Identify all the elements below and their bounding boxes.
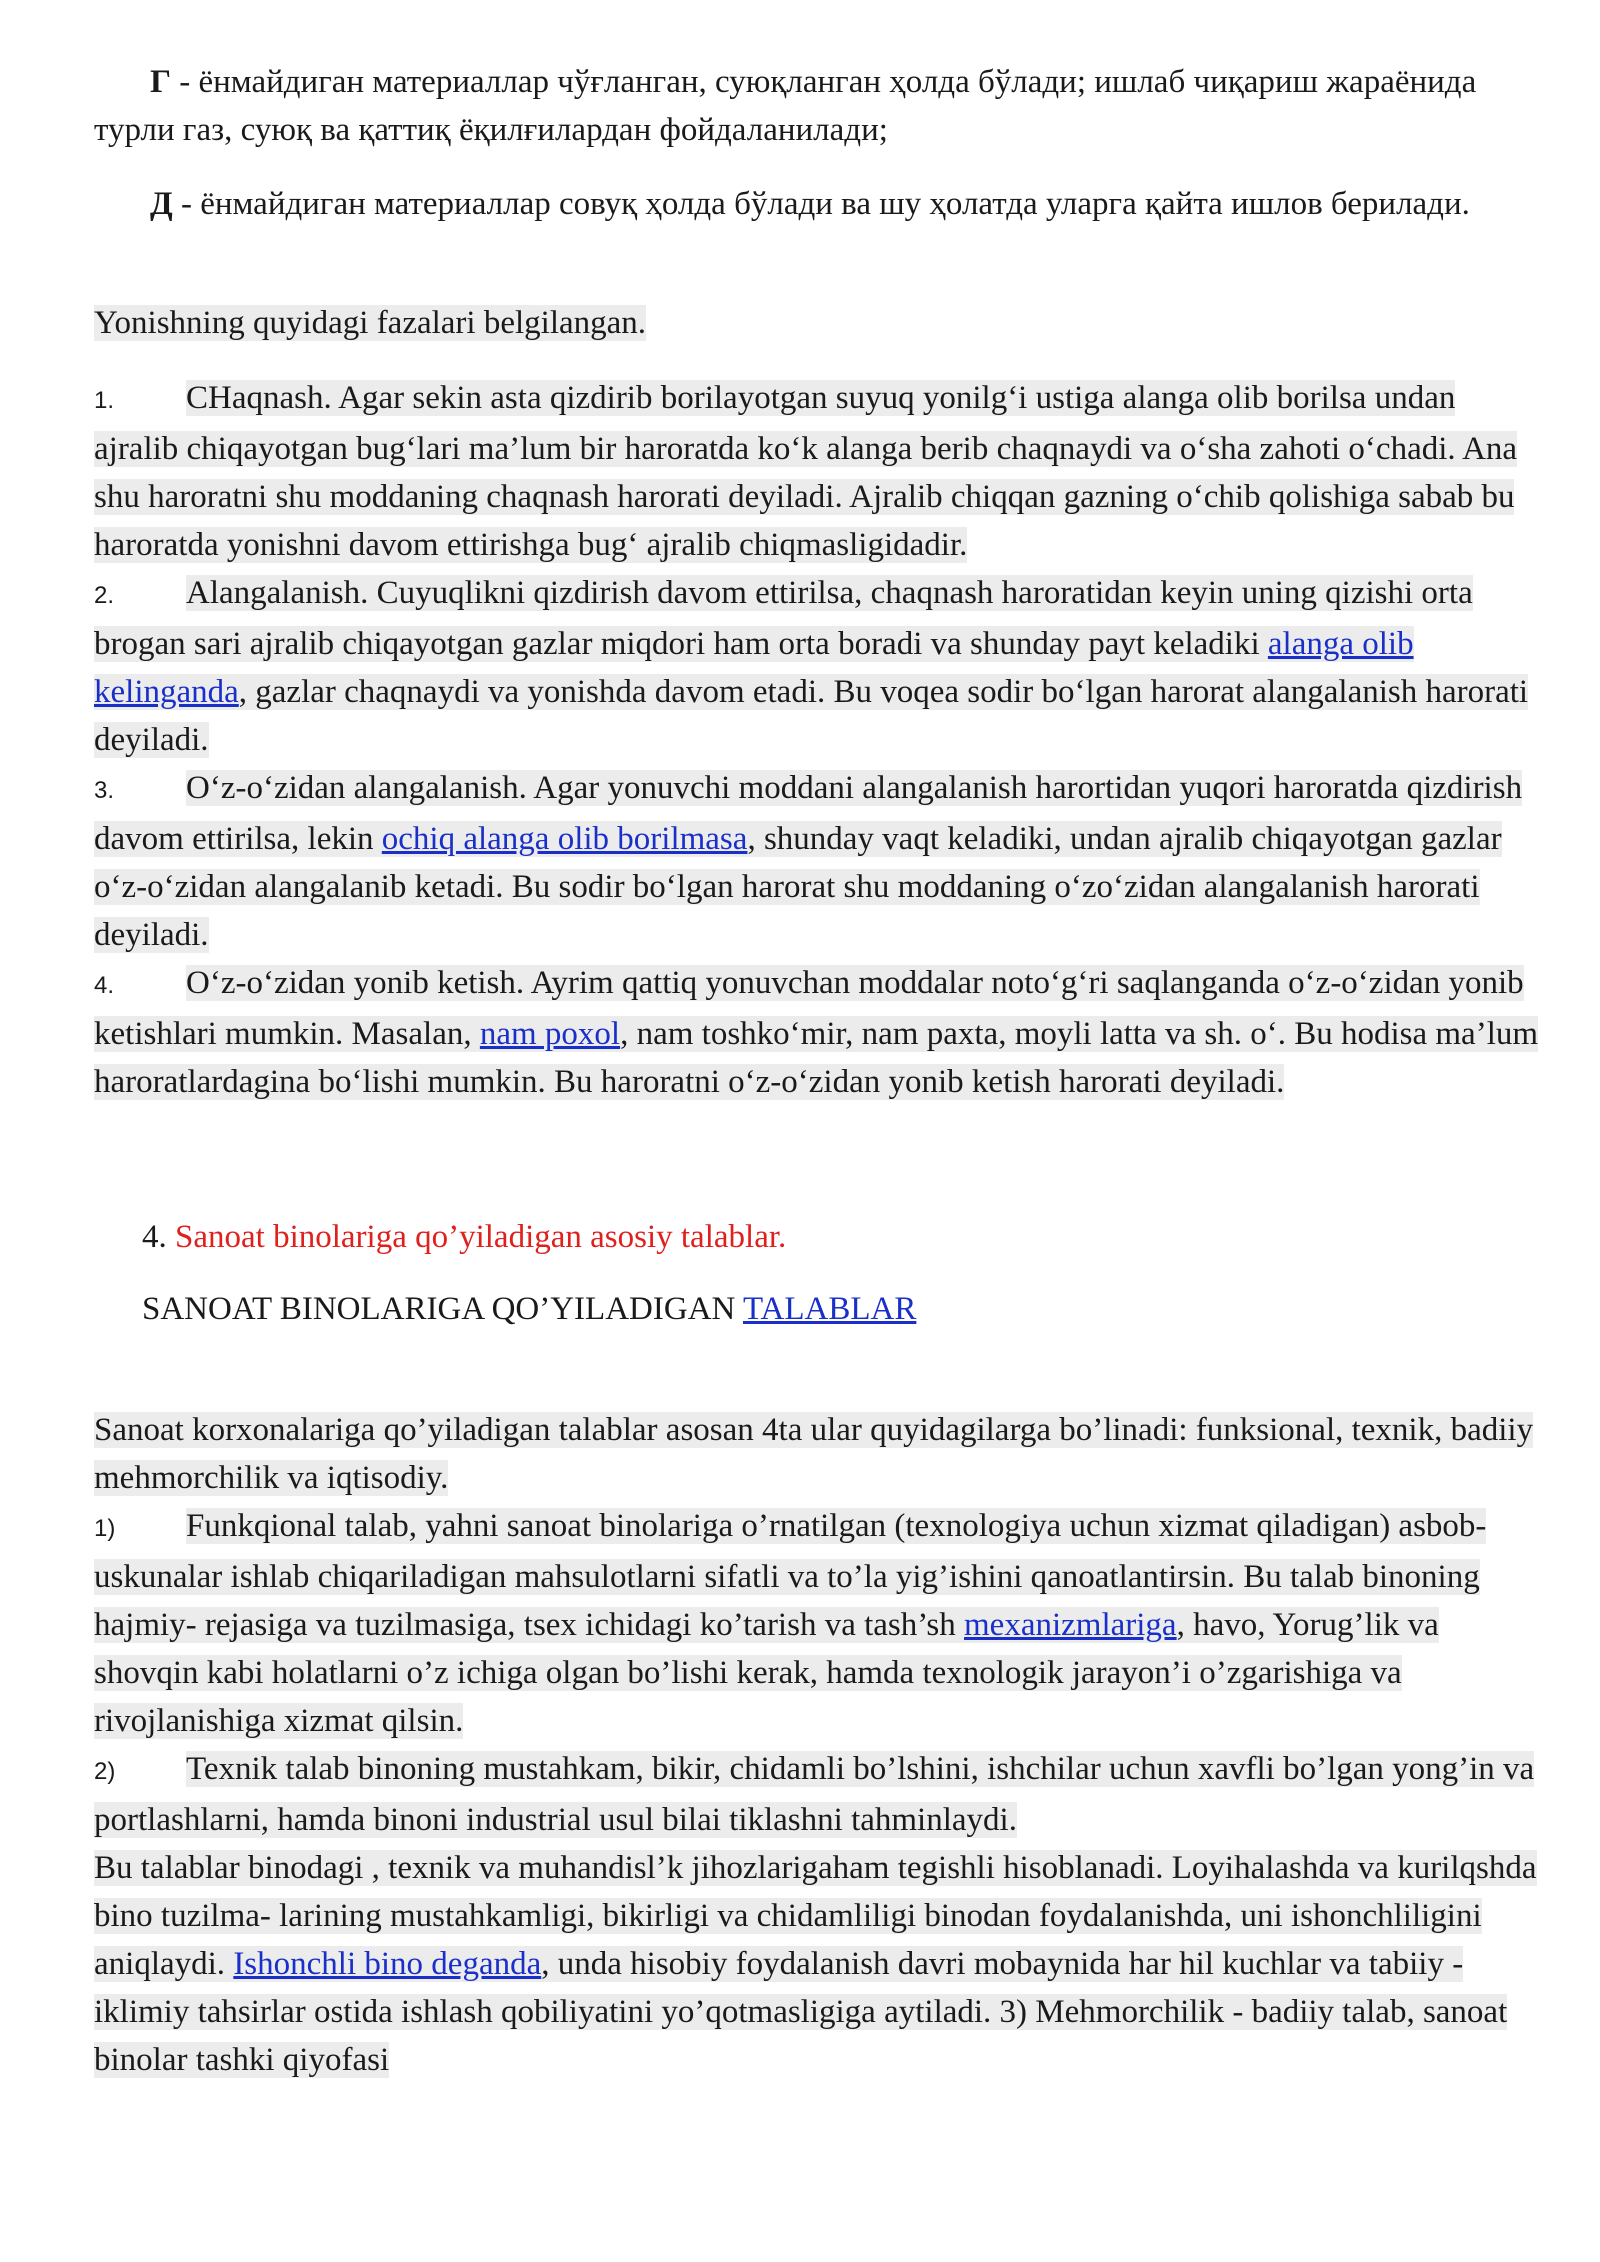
list-number: 1) [94, 1515, 116, 1542]
paragraph-d: Д - ёнмайдиган материаллар совуқ ҳолда бўлади ва шу ҳолатда уларга қайта ишлов берилади. [150, 186, 1470, 222]
phases-intro: Yonishning quyidagi fazalari belgilangan. [94, 305, 647, 341]
list-item: 2) Texnik talab binoning mustahkam, bikir, chidamli bo’lshini, ishchilar uchun xavfli bo’lgan yong’in va portlashlarni, hamda binoni industrial usul bilai tiklashni tahminlaydi. [94, 1745, 1544, 1844]
list-item: 1. CHaqnash. Agar sekin asta qizdirib borilayotgan suyuq yonilg‘i ustiga alanga olib borilsa undan ajralib chiqayotgan bug‘lari ma’lum bir haroratda ko‘k alanga berib chaqnaydi va o‘sha zahoti o‘chadi. Ana shu haroratni shu moddaning chaqnash harorati deyiladi. Ajralib chiqqan gazning o‘chib qolishiga sabab bu haroratda yonishni davom ettirishga bug‘ ajralib chiqmasligidadir. [94, 374, 1544, 569]
final-paragraph: Bu talablar binodagi , texnik va muhandisl’k jihozlarigaham tegishli hisoblanadi. Loyihalashda va kurilqshda bino tuzilma- larining mustahkamligi, bikirligi va chidamliligi binodan foydalanishda, uni ishonchliligini aniqlaydi. Ishonchli bino deganda, unda hisobiy foydalanish davri mobaynida har hil kuchlar va tabiiy - iklimiy tahsirlar ostida ishlash qobiliyatini yo’qotmasligiga aytiladi. 3) Mehmorchilik - badiiy talab, sanoat binolar tashki qiyofasi [94, 1850, 1537, 2078]
link-nam-poxol[interactable]: nam poxol [479, 1016, 621, 1052]
letter-d: Д [150, 186, 173, 222]
link-ishonchli-bino[interactable]: Ishonchli bino deganda [233, 1946, 542, 1982]
link-mexanizmlariga[interactable]: mexanizmlariga [964, 1607, 1177, 1643]
link-talablar[interactable]: TALABLAR [743, 1291, 917, 1327]
caps-heading: SANOAT BINOLARIGA QO’YILADIGAN TALABLAR [142, 1291, 917, 1327]
link-ochiq-alanga[interactable]: ochiq alanga olib borilmasa [381, 821, 748, 857]
phases-list [94, 374, 1544, 1106]
list-number: 2. [94, 582, 115, 609]
requirements-intro: Sanoat korxonalariga qo’yiladigan talablar asosan 4ta ular quyidagilarga bo’linadi: funksional, texnik, badiiy mehmorchilik va iqtisodiy. [94, 1412, 1534, 1496]
list-number: 3. [94, 777, 115, 804]
section-number: 4. [142, 1219, 175, 1255]
list-number: 2) [94, 1758, 116, 1785]
paragraph-g: Г - ёнмайдиган материаллар чўғланган, суюқланган ҳолда бўлади; ишлаб чиқариш жараёнида турли газ, суюқ ва қаттиқ ёқилғилардан фойдаланилади; [94, 64, 1477, 148]
section-title: Sanoat binolariga qo’yiladigan asosiy talablar. [175, 1219, 787, 1255]
requirements-section [94, 1406, 1544, 2084]
list-item: 4. O‘z-o‘zidan yonib ketish. Ayrim qattiq yonuvchan moddalar noto‘g‘ri saqlanganda o‘z-o‘zidan yonib ketishlari mumkin. Masalan, nam poxol, nam toshko‘mir, nam paxta, moyli latta va sh. o‘. Bu hodisa ma’lum haroratlardagina bo‘lishi mumkin. Bu haroratni o‘z-o‘zidan yonib ketish harorati deyiladi. [94, 959, 1544, 1106]
list-number: 1. [94, 387, 115, 414]
list-item: 3. O‘z-o‘zidan alangalanish. Agar yonuvchi moddani alangalanish harortidan yuqori haroratda qizdirish davom ettirilsa, lekin ochiq alanga olib borilmasa, shunday vaqt keladiki, undan ajralib chiqayotgan gazlar o‘z-o‘zidan alangalanib ketadi. Bu sodir bo‘lgan harorat shu moddaning o‘zo‘zidan alangalanish harorati deyiladi. [94, 764, 1544, 959]
list-item: 2. Alangalanish. Cuyuqlikni qizdirish davom ettirilsa, chaqnash haroratidan keyin uning qizishi orta brogan sari ajralib chiqayotgan gazlar miqdori ham orta boradi va shunday payt keladiki alanga olib kelinganda, gazlar chaqnaydi va yonishda davom etadi. Bu voqea sodir bo‘lgan harorat alangalanish harorati deyiladi. [94, 569, 1544, 764]
list-number: 4. [94, 972, 115, 999]
link-alanga[interactable]: alanga olib kelinganda [94, 626, 1414, 710]
list-item: 1) Funkqional talab, yahni sanoat binolariga o’rnatilgan (texnologiya uchun xizmat qiladigan) asbob-uskunalar ishlab chiqariladigan mahsulotlarni sifatli va to’la yig’ishini qanoatlantirsin. Bu talab binoning hajmiy- rejasiga va tuzilmasiga, tsex ichidagi ko’tarish va tash’sh mexanizmlariga, havo, Yorug’lik va shovqin kabi holatlarni o’z ichiga olgan bo’lishi kerak, hamda texnologik jarayon’i o’zgarishiga va rivojlanishiga xizmat qilsin. [94, 1502, 1544, 1745]
section-heading [142, 1213, 1592, 1261]
letter-g: Г [150, 64, 171, 100]
